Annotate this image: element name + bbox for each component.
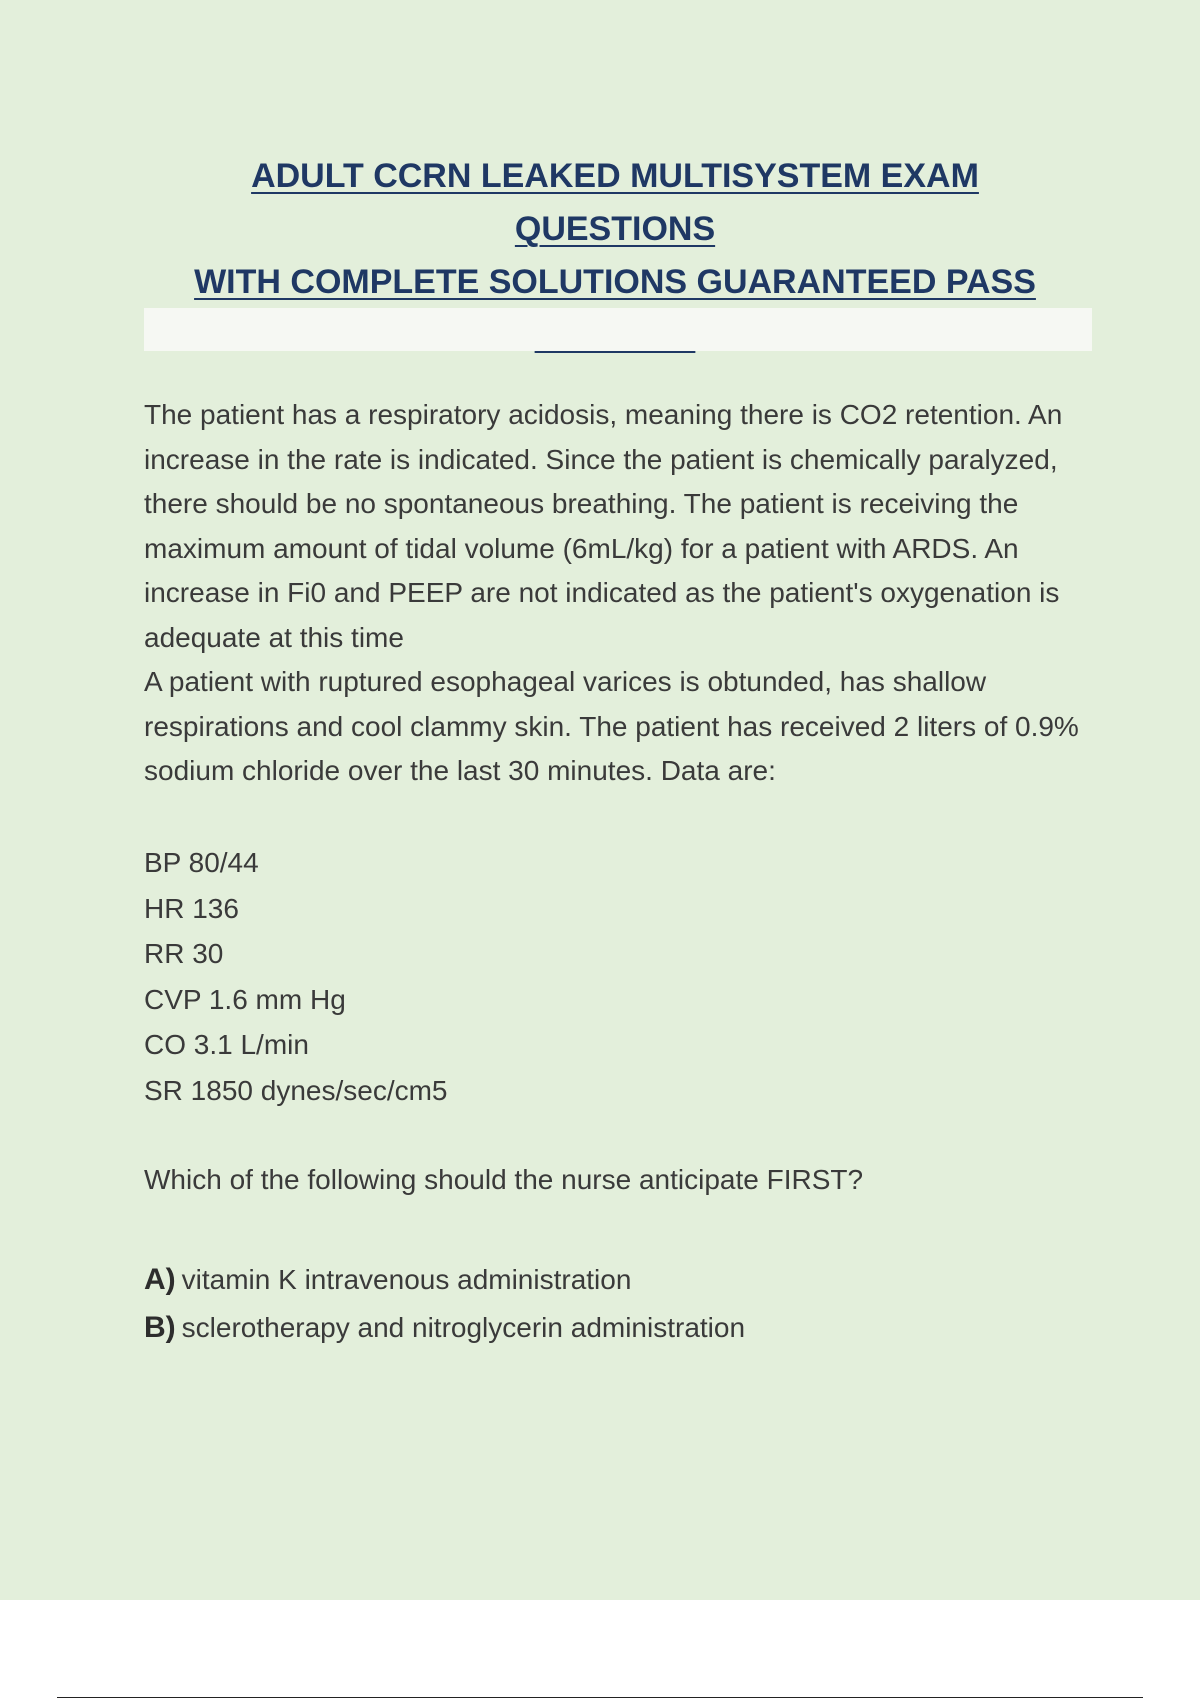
title-line-2: WITH COMPLETE SOLUTIONS GUARANTEED PASS (194, 263, 1036, 301)
blank-highlight-band (144, 308, 1092, 351)
data-item-co: CO 3.1 L/min (144, 1029, 309, 1060)
option-b (144, 1304, 1044, 1352)
data-item-hr: HR 136 (144, 892, 239, 924)
data-item-cvp: CVP 1.6 mm Hg (144, 983, 346, 1015)
option-b-letter: B) (144, 1311, 176, 1344)
option-a-letter: A) (144, 1263, 176, 1296)
scenario-paragraph: A patient with ruptured esophageal varices is obtunded, has shallow respirations and cool clammy skin. The patient has received 2 liters of 0.9% sodium chloride over the last 30 minutes. Data are: (144, 666, 1079, 786)
data-item-rr: RR 30 (144, 938, 224, 969)
option-a (144, 1256, 1044, 1304)
data-item-bp: BP 80/44 (144, 847, 259, 878)
footer-divider (57, 1697, 1143, 1698)
answer-options (144, 1256, 1044, 1352)
vitals-data-list (144, 840, 744, 1113)
rationale-paragraph: The patient has a respiratory acidosis, meaning there is CO2 retention. An increase in the rate is indicated. Since the patient is chemically paralyzed, there should be no spontaneous breathing. The patient is receiving the maximum amount of tidal volume (6mL/kg) for a patient with ARDS. An increase in Fi0 and PEEP are not indicated as the patient's oxygenation is adequate at this time (144, 399, 1063, 653)
title-line-1: ADULT CCRN LEAKED MULTISYSTEM EXAM QUESTIONS (251, 157, 979, 248)
option-b-text: sclerotherapy and nitroglycerin administration (181, 1312, 746, 1343)
data-item-svr: SR 1850 dynes/sec/cm5 (144, 1074, 448, 1106)
option-a-text: vitamin K intravenous administration (181, 1264, 632, 1295)
question-text: Which of the following should the nurse anticipate FIRST? (144, 1164, 864, 1195)
